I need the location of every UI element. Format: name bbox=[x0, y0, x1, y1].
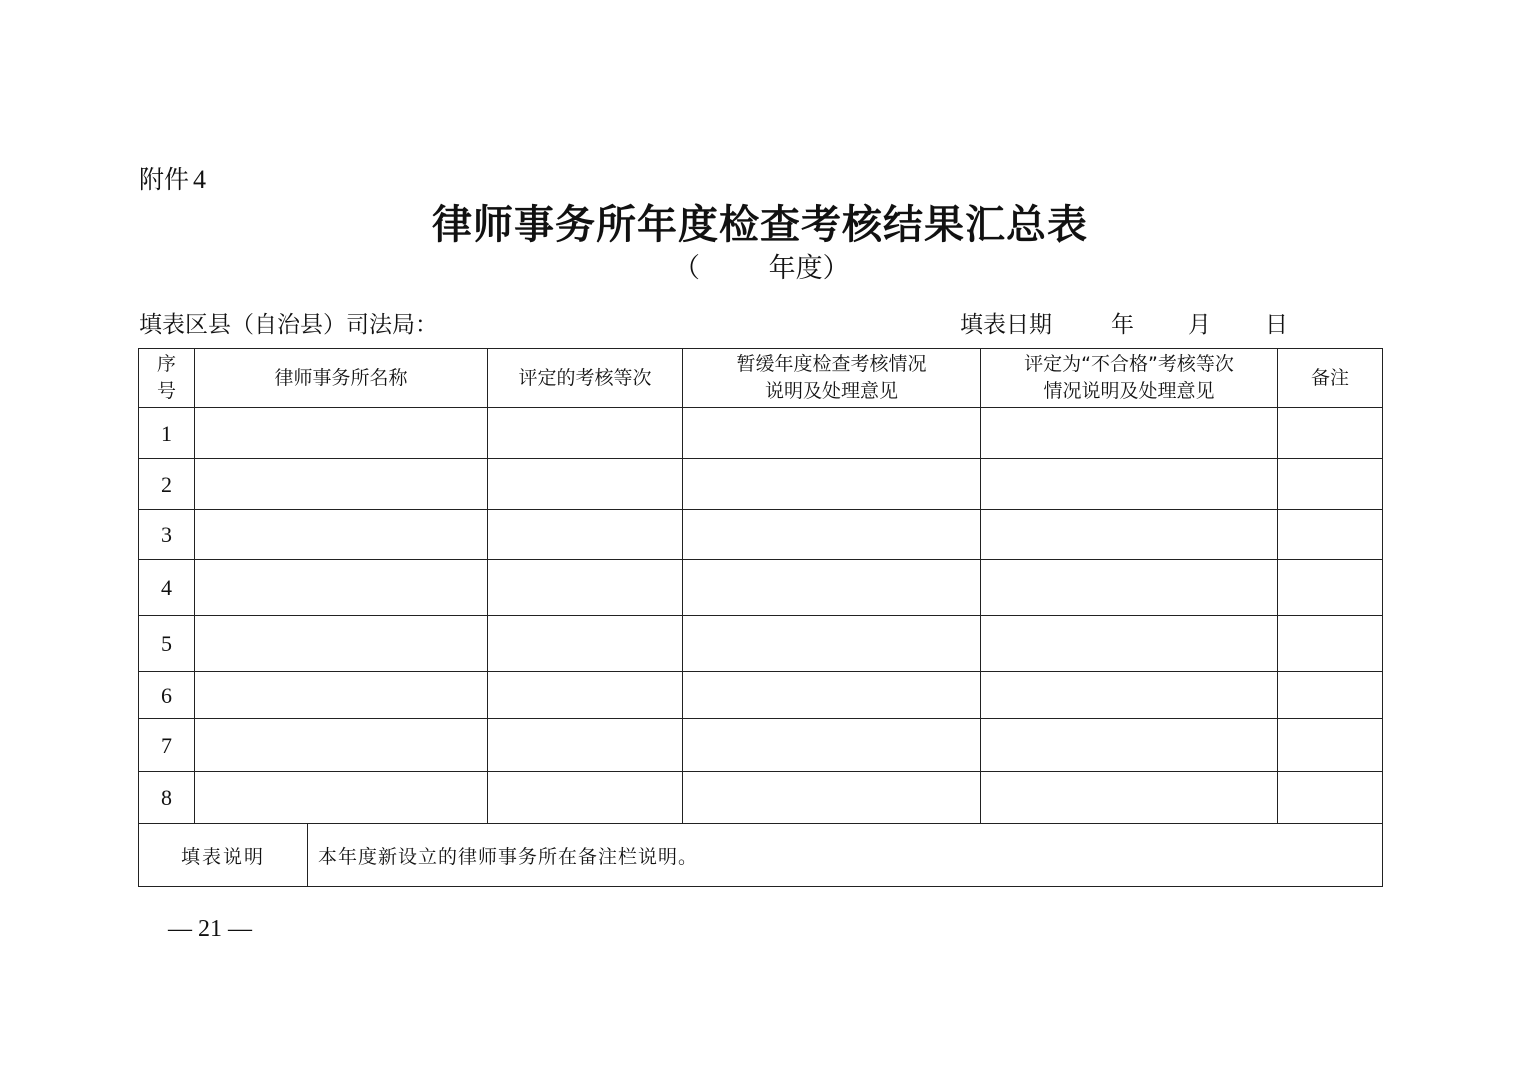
cell-failed[interactable] bbox=[981, 672, 1278, 719]
cell-failed[interactable] bbox=[981, 408, 1278, 459]
table-row bbox=[139, 672, 1383, 719]
header-seq-line2: 号 bbox=[156, 380, 176, 402]
cell-deferred[interactable] bbox=[683, 510, 981, 560]
fill-date-label: 填表日期 bbox=[960, 312, 1052, 338]
table-row bbox=[139, 560, 1383, 616]
row-seq: 2 bbox=[139, 459, 195, 510]
notes-label: 填表说明 bbox=[139, 824, 308, 887]
row-seq: 4 bbox=[139, 560, 195, 616]
cell-remarks[interactable] bbox=[1278, 408, 1383, 459]
header-row bbox=[139, 349, 1383, 408]
cell-grade[interactable] bbox=[488, 510, 683, 560]
cell-firm-name[interactable] bbox=[195, 772, 488, 824]
row-seq: 7 bbox=[139, 719, 195, 772]
attachment-text: 附件 bbox=[139, 165, 190, 194]
page-number: — 21 — bbox=[168, 916, 252, 942]
header-remarks: 备注 bbox=[1278, 349, 1383, 408]
table-row bbox=[139, 616, 1383, 672]
row-seq: 1 bbox=[139, 408, 195, 459]
cell-deferred[interactable] bbox=[683, 719, 981, 772]
header-deferred bbox=[683, 349, 981, 408]
cell-grade[interactable] bbox=[488, 672, 683, 719]
cell-grade[interactable] bbox=[488, 560, 683, 616]
notes-row bbox=[139, 824, 1383, 887]
cell-failed[interactable] bbox=[981, 719, 1278, 772]
cell-grade[interactable] bbox=[488, 408, 683, 459]
table-row bbox=[139, 772, 1383, 824]
month-unit: 月 bbox=[1188, 312, 1211, 338]
cell-firm-name[interactable] bbox=[195, 510, 488, 560]
table-row bbox=[139, 719, 1383, 772]
cell-failed[interactable] bbox=[981, 510, 1278, 560]
cell-deferred[interactable] bbox=[683, 408, 981, 459]
header-firm-name: 律师事务所名称 bbox=[195, 349, 488, 408]
day-unit: 日 bbox=[1265, 312, 1288, 338]
district-label: 填表区县（自治县）司法局： bbox=[139, 312, 438, 338]
cell-deferred[interactable] bbox=[683, 772, 981, 824]
row-seq: 6 bbox=[139, 672, 195, 719]
header-deferred-line2: 说明及处理意见 bbox=[764, 380, 898, 402]
cell-remarks[interactable] bbox=[1278, 719, 1383, 772]
cell-remarks[interactable] bbox=[1278, 772, 1383, 824]
row-seq: 8 bbox=[139, 772, 195, 824]
cell-grade[interactable] bbox=[488, 772, 683, 824]
header-failed bbox=[981, 349, 1278, 408]
results-table bbox=[138, 348, 1383, 824]
cell-failed[interactable] bbox=[981, 616, 1278, 672]
attachment-number: 4 bbox=[193, 165, 207, 194]
document-title: 律师事务所年度检查考核结果汇总表 bbox=[432, 201, 1088, 248]
cell-grade[interactable] bbox=[488, 459, 683, 510]
cell-deferred[interactable] bbox=[683, 459, 981, 510]
cell-deferred[interactable] bbox=[683, 616, 981, 672]
cell-deferred[interactable] bbox=[683, 560, 981, 616]
cell-remarks[interactable] bbox=[1278, 616, 1383, 672]
header-failed-line1: 评定为“不合格”考核等次 bbox=[1024, 353, 1234, 375]
table-row bbox=[139, 459, 1383, 510]
cell-grade[interactable] bbox=[488, 616, 683, 672]
cell-remarks[interactable] bbox=[1278, 672, 1383, 719]
cell-firm-name[interactable] bbox=[195, 719, 488, 772]
cell-failed[interactable] bbox=[981, 772, 1278, 824]
header-seq bbox=[139, 349, 195, 408]
header-seq-line1: 序 bbox=[156, 353, 176, 375]
cell-firm-name[interactable] bbox=[195, 616, 488, 672]
cell-grade[interactable] bbox=[488, 719, 683, 772]
cell-firm-name[interactable] bbox=[195, 560, 488, 616]
table-row bbox=[139, 408, 1383, 459]
header-grade: 评定的考核等次 bbox=[488, 349, 683, 408]
document-subtitle: （ 年度） bbox=[673, 253, 850, 284]
header-deferred-line1: 暂缓年度检查考核情况 bbox=[736, 353, 927, 375]
cell-firm-name[interactable] bbox=[195, 672, 488, 719]
cell-failed[interactable] bbox=[981, 560, 1278, 616]
table-row bbox=[139, 510, 1383, 560]
cell-firm-name[interactable] bbox=[195, 408, 488, 459]
cell-failed[interactable] bbox=[981, 459, 1278, 510]
attachment-label bbox=[139, 160, 206, 196]
row-seq: 5 bbox=[139, 616, 195, 672]
cell-deferred[interactable] bbox=[683, 672, 981, 719]
cell-firm-name[interactable] bbox=[195, 459, 488, 510]
cell-remarks[interactable] bbox=[1278, 510, 1383, 560]
cell-remarks[interactable] bbox=[1278, 560, 1383, 616]
header-failed-line2: 情况说明及处理意见 bbox=[1043, 380, 1215, 402]
row-seq: 3 bbox=[139, 510, 195, 560]
year-unit: 年 bbox=[1111, 312, 1134, 338]
notes-table bbox=[138, 823, 1383, 887]
cell-remarks[interactable] bbox=[1278, 459, 1383, 510]
notes-text: 本年度新设立的律师事务所在备注栏说明。 bbox=[308, 824, 1383, 887]
